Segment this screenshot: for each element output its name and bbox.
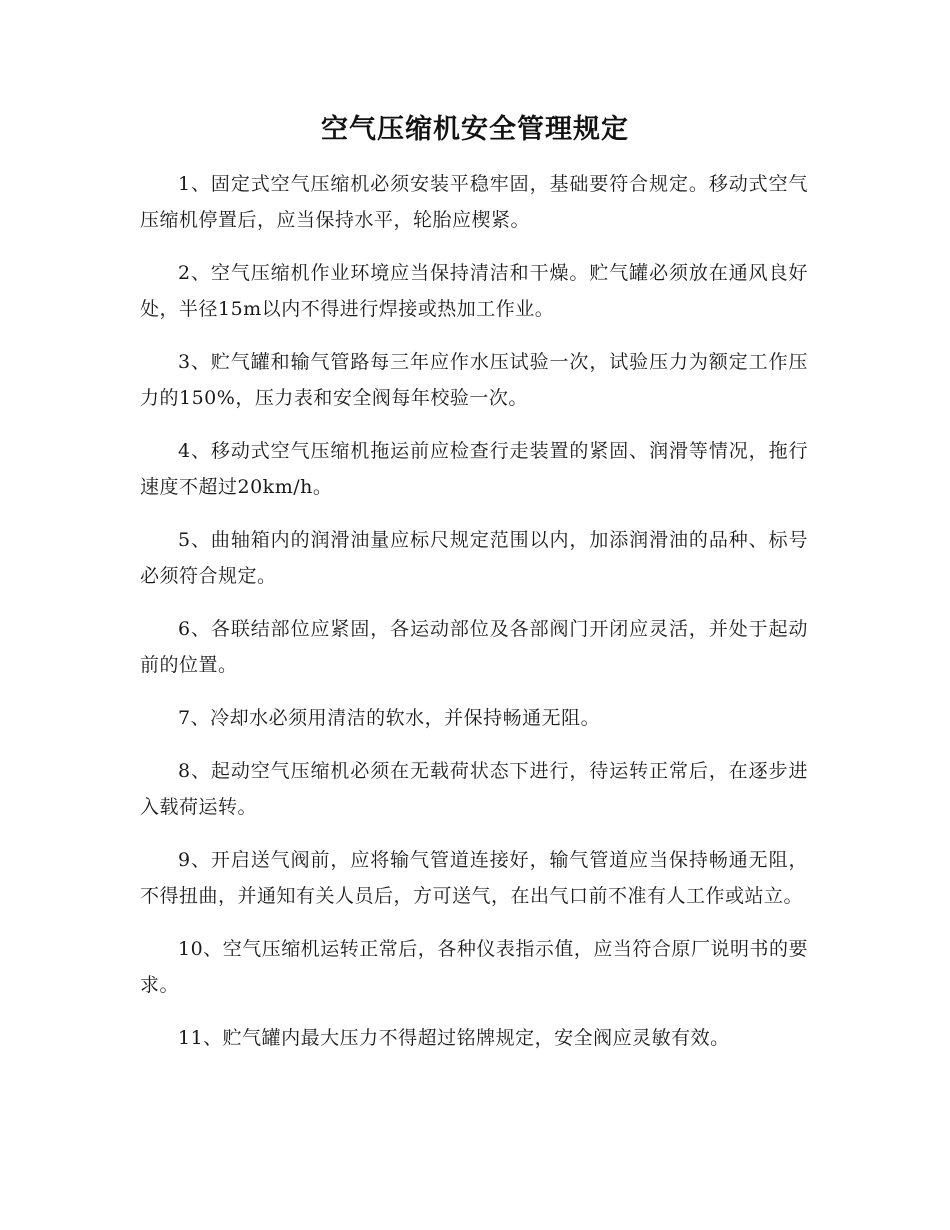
paragraph-6: 6、各联结部位应紧固，各运动部位及各部阀门开闭应灵活，并处于起动前的位置。 — [140, 618, 808, 676]
paragraph-2: 2、空气压缩机作业环境应当保持清洁和干燥。贮气罐必须放在通风良好处，半径15m以内不得进行焊接或热加工作业。 — [140, 262, 808, 320]
paragraph-7: 7、冷却水必须用清洁的软水，并保持畅通无阻。 — [178, 707, 601, 729]
paragraph-4: 4、移动式空气压缩机拖运前应检查行走装置的紧固、润滑等情况，拖行速度不超过20km/h。 — [140, 440, 808, 498]
paragraph-10: 10、空气压缩机运转正常后，各种仪表指示值，应当符合原厂说明书的要求。 — [140, 938, 808, 996]
paragraph-9: 9、开启送气阀前，应将输气管道连接好，输气管道应当保持畅通无阻，不得扭曲，并通知有关人员后，方可送气，在出气口前不准有人工作或站立。 — [140, 849, 808, 907]
paragraph-8: 8、起动空气压缩机必须在无载荷状态下进行，待运转正常后，在逐步进入载荷运转。 — [140, 760, 808, 818]
paragraph-11: 11、贮气罐内最大压力不得超过铭牌规定，安全阀应灵敏有效。 — [178, 1027, 730, 1049]
paragraph-1: 1、固定式空气压缩机必须安装平稳牢固，基础要符合规定。移动式空气压缩机停置后，应当保持水平，轮胎应楔紧。 — [140, 173, 808, 231]
document-body — [140, 166, 808, 1073]
paragraph-3: 3、贮气罐和输气管路每三年应作水压试验一次，试验压力为额定工作压力的150%，压力表和安全阀每年校验一次。 — [140, 351, 808, 409]
document-title: 空气压缩机安全管理规定 — [321, 114, 629, 145]
paragraph-5: 5、曲轴箱内的润滑油量应标尺规定范围以内，加添润滑油的品种、标号必须符合规定。 — [140, 529, 808, 587]
